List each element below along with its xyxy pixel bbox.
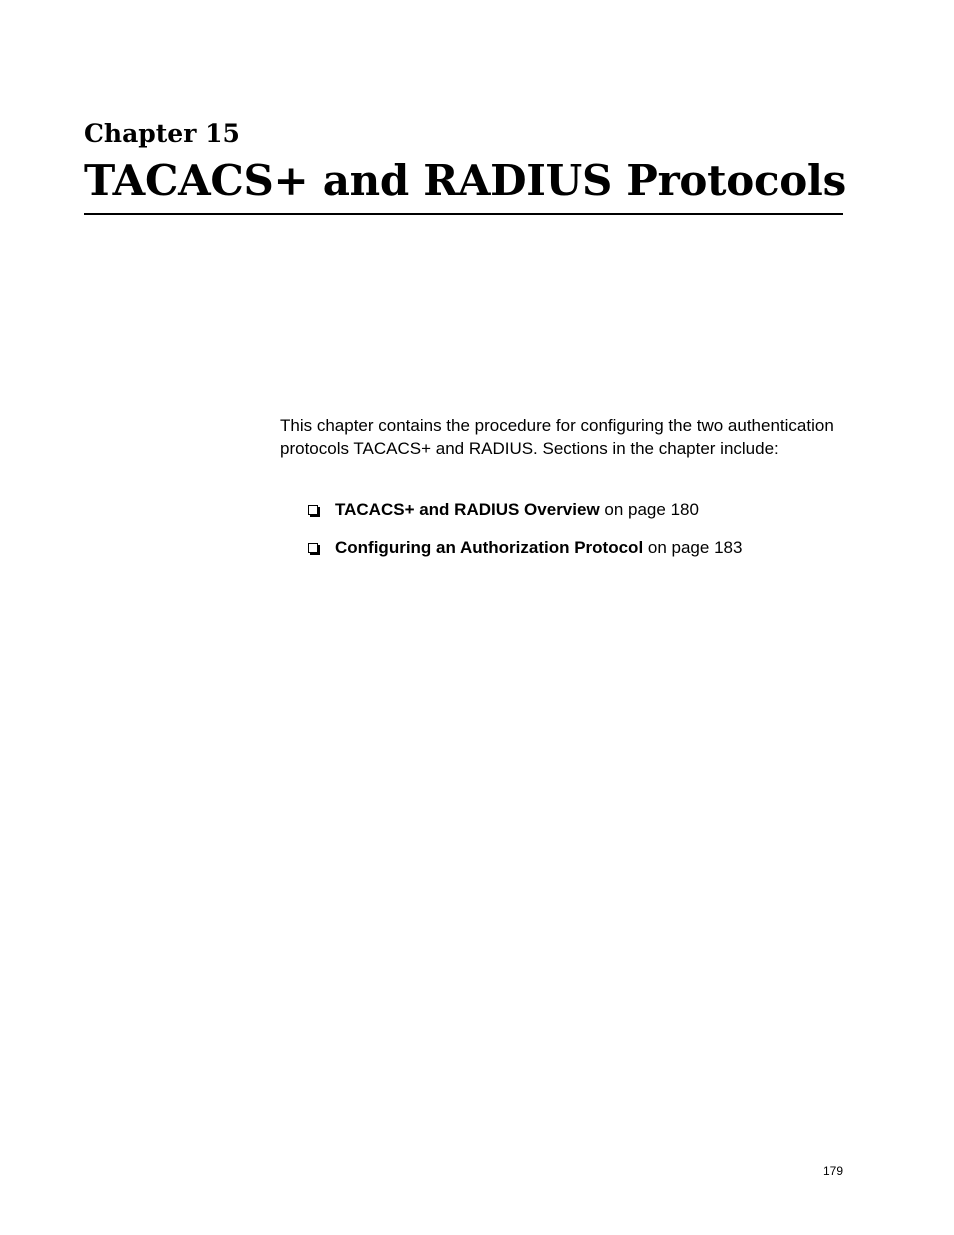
- intro-paragraph: This chapter contains the procedure for configuring the two authentication protocols TACACS+ and RADIUS. Sections in the chapter include:: [280, 416, 834, 458]
- section-list: [308, 499, 742, 575]
- page-number: 179: [822, 1164, 843, 1178]
- list-item: [308, 537, 742, 559]
- section-link-authorization-protocol[interactable]: Configuring an Authorization Protocol: [335, 538, 644, 557]
- section-link-overview[interactable]: TACACS+ and RADIUS Overview: [335, 500, 600, 519]
- title-rule: [84, 213, 843, 215]
- checkbox-bullet-icon: [308, 543, 318, 553]
- section-page-ref: on page 180: [599, 500, 699, 519]
- section-page-ref: on page 183: [643, 538, 743, 557]
- chapter-title: TACACS+ and RADIUS Protocols: [84, 156, 846, 205]
- list-item: [308, 499, 742, 521]
- chapter-label: Chapter 15: [84, 119, 240, 148]
- checkbox-bullet-icon: [308, 505, 318, 515]
